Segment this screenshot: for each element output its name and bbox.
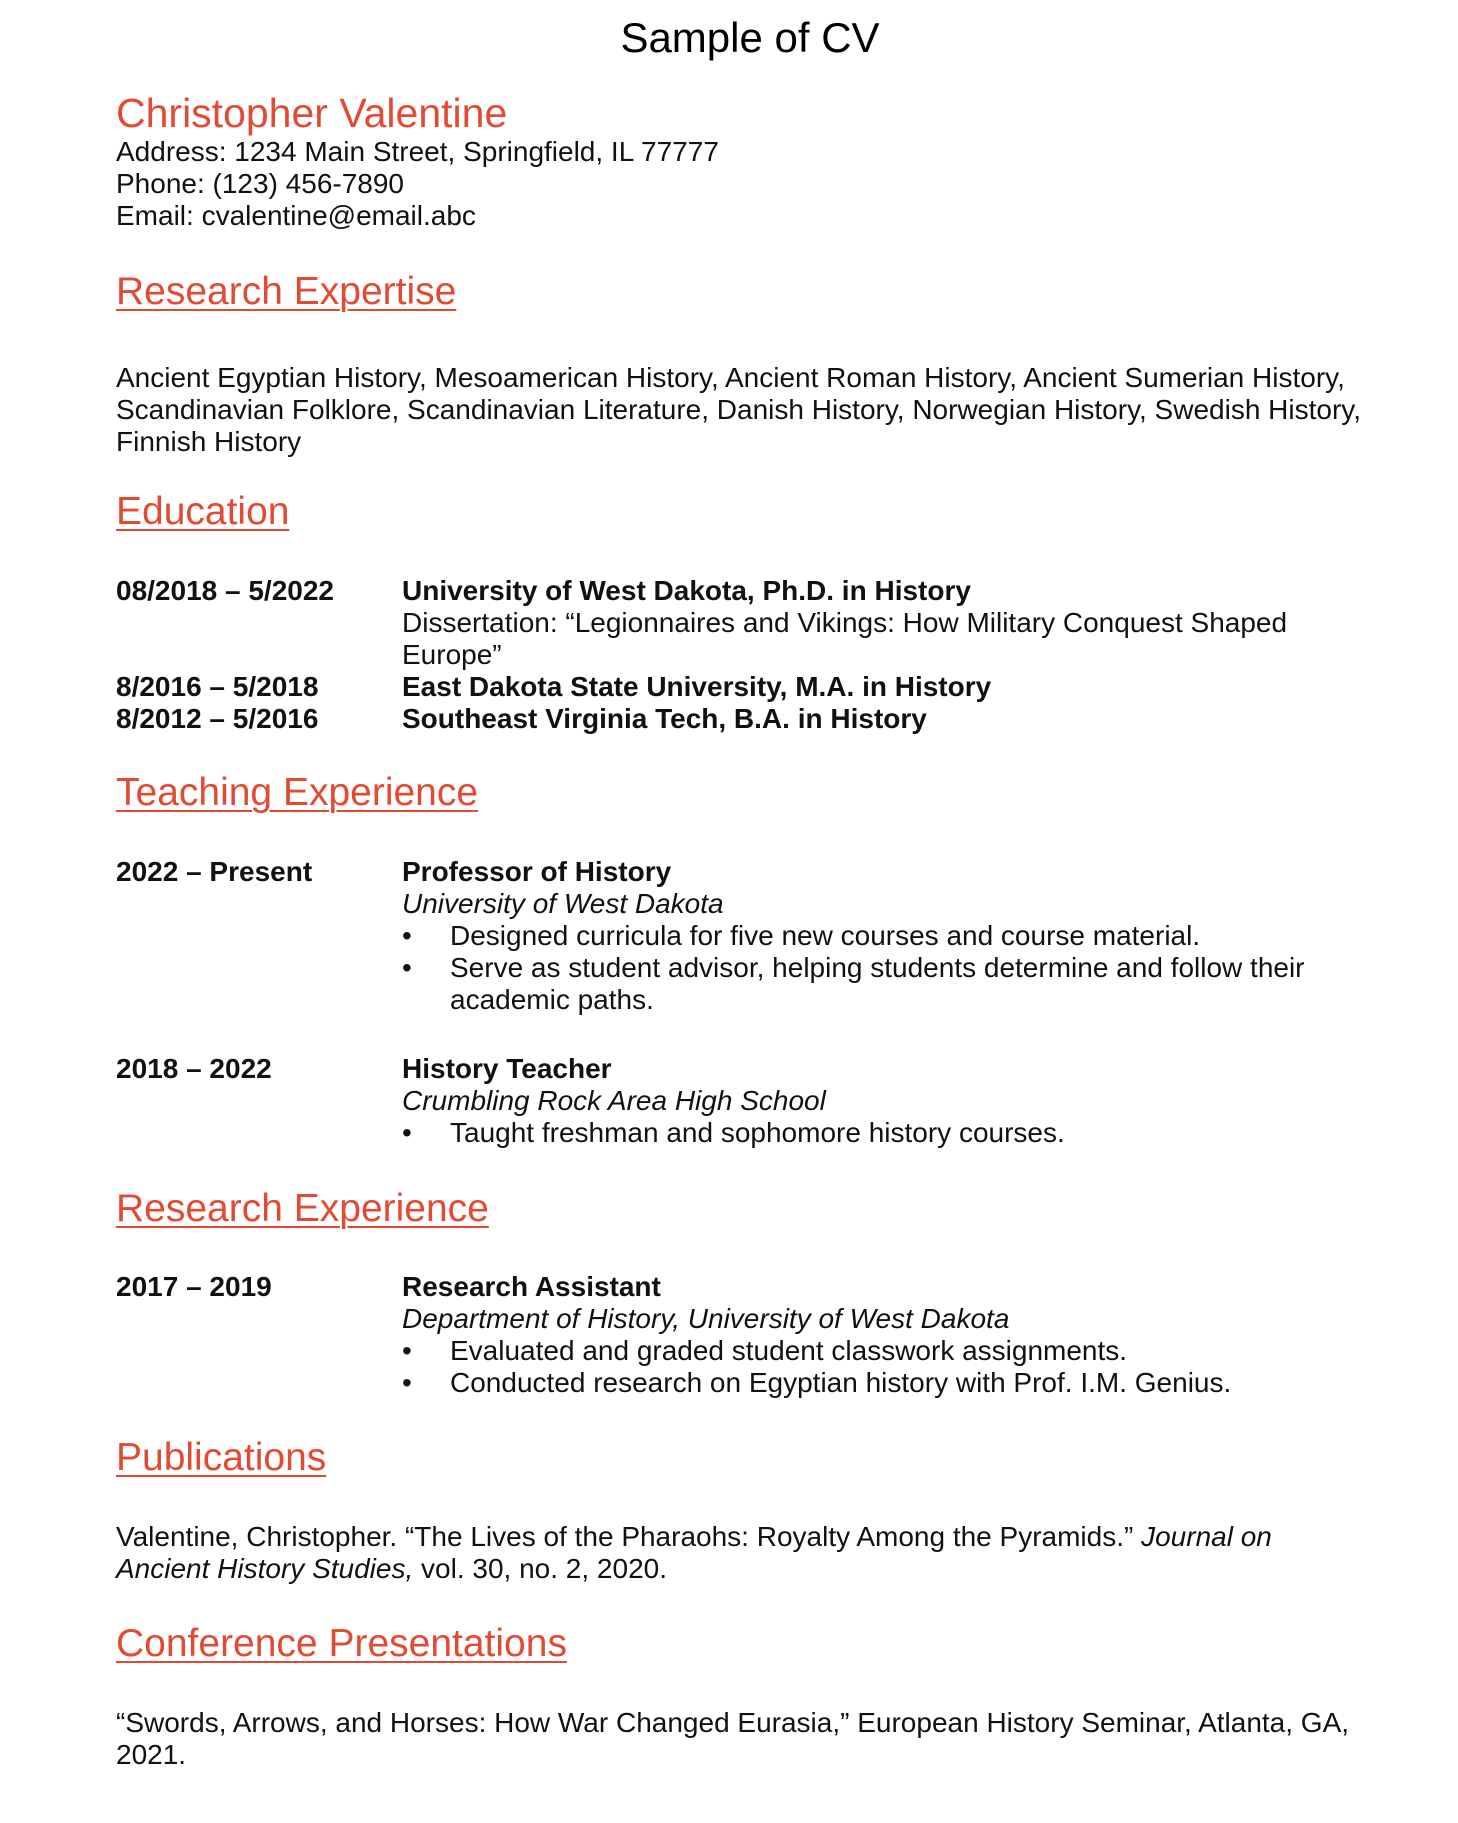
job-bullets [402, 920, 1352, 1016]
job-organization: Department of History, University of West Dakota [402, 1303, 1010, 1334]
bullet-text: Conducted research on Egyptian history with Prof. I.M. Genius. [450, 1367, 1232, 1398]
job-organization: Crumbling Rock Area High School [402, 1085, 826, 1116]
job-bullets [402, 1117, 1352, 1149]
education-heading: Education [116, 490, 290, 533]
bullet-dot: • [402, 1117, 412, 1148]
job-title: History Teacher [402, 1053, 612, 1084]
teaching-dates: 2018 – 2022 [116, 1053, 272, 1084]
contact-email: Email: cvalentine@email.abc [116, 200, 476, 231]
research-experience-heading: Research Experience [116, 1187, 489, 1230]
bullet-dot: • [402, 920, 412, 951]
job-title: Research Assistant [402, 1271, 661, 1302]
bullet-item [402, 1335, 1352, 1367]
publication-citation: Valentine, Christopher. “The Lives of the Pharaohs: Royalty Among the Pyramids.” [116, 1521, 1142, 1552]
bullet-dot: • [402, 1335, 412, 1366]
contact-phone: Phone: (123) 456-7890 [116, 168, 404, 199]
bullet-text: Taught freshman and sophomore history courses. [450, 1117, 1065, 1148]
teaching-entry [402, 1053, 1352, 1149]
bullet-item [402, 1117, 1352, 1149]
conference-presentations-heading: Conference Presentations [116, 1622, 567, 1665]
bullet-item [402, 1367, 1352, 1399]
contact-block [116, 136, 719, 232]
job-bullets [402, 1335, 1352, 1399]
publications-heading: Publications [116, 1436, 327, 1479]
job-title: Professor of History [402, 856, 672, 887]
bullet-text: Serve as student advisor, helping students determine and follow their academic paths. [450, 952, 1305, 1015]
education-dates: 8/2012 – 5/2016 [116, 703, 319, 734]
education-dates: 08/2018 – 5/2022 [116, 575, 334, 606]
publication-journal: Journal on Ancient History Studies, [116, 1521, 1272, 1584]
education-degree: University of West Dakota, Ph.D. in History [402, 575, 971, 606]
research-expertise-text: Ancient Egyptian History, Mesoamerican History, Ancient Roman History, Ancient Sumerian History, Scandinavian Folklore, Scandinavian Literature, Danish History, Norwegian History, Swedish History, Finnish History [116, 362, 1361, 457]
publication-entry [116, 1521, 1366, 1585]
education-dates: 8/2016 – 5/2018 [116, 671, 319, 702]
candidate-name: Christopher Valentine [116, 90, 508, 136]
bullet-text: Designed curricula for five new courses and course material. [450, 920, 1201, 951]
education-entry [116, 671, 1366, 703]
teaching-entry [402, 856, 1352, 1016]
bullet-dot: • [402, 952, 412, 983]
bullet-dot: • [402, 1367, 412, 1398]
bullet-item [402, 952, 1352, 1016]
teaching-dates: 2022 – Present [116, 856, 313, 887]
conference-entry: “Swords, Arrows, and Horses: How War Changed Eurasia,” European History Seminar, Atlanta, GA, 2021. [116, 1707, 1350, 1770]
education-entry [116, 575, 1366, 671]
education-degree: East Dakota State University, M.A. in History [402, 671, 992, 702]
research-dates: 2017 – 2019 [116, 1271, 272, 1302]
education-degree: Southeast Virginia Tech, B.A. in History [402, 703, 927, 734]
research-entry [402, 1271, 1352, 1399]
job-organization: University of West Dakota [402, 888, 724, 919]
teaching-experience-heading: Teaching Experience [116, 771, 479, 814]
publication-volume: vol. 30, no. 2, 2020. [413, 1553, 667, 1584]
education-entry [116, 703, 1366, 735]
contact-address: Address: 1234 Main Street, Springfield, IL 77777 [116, 136, 719, 167]
bullet-text: Evaluated and graded student classwork assignments. [450, 1335, 1128, 1366]
bullet-item [402, 920, 1352, 952]
education-list [116, 575, 1366, 735]
education-dissertation: Dissertation: “Legionnaires and Vikings: How Military Conquest Shaped Europe” [402, 607, 1288, 670]
research-expertise-heading: Research Expertise [116, 270, 457, 313]
document-title: Sample of CV [620, 14, 880, 61]
